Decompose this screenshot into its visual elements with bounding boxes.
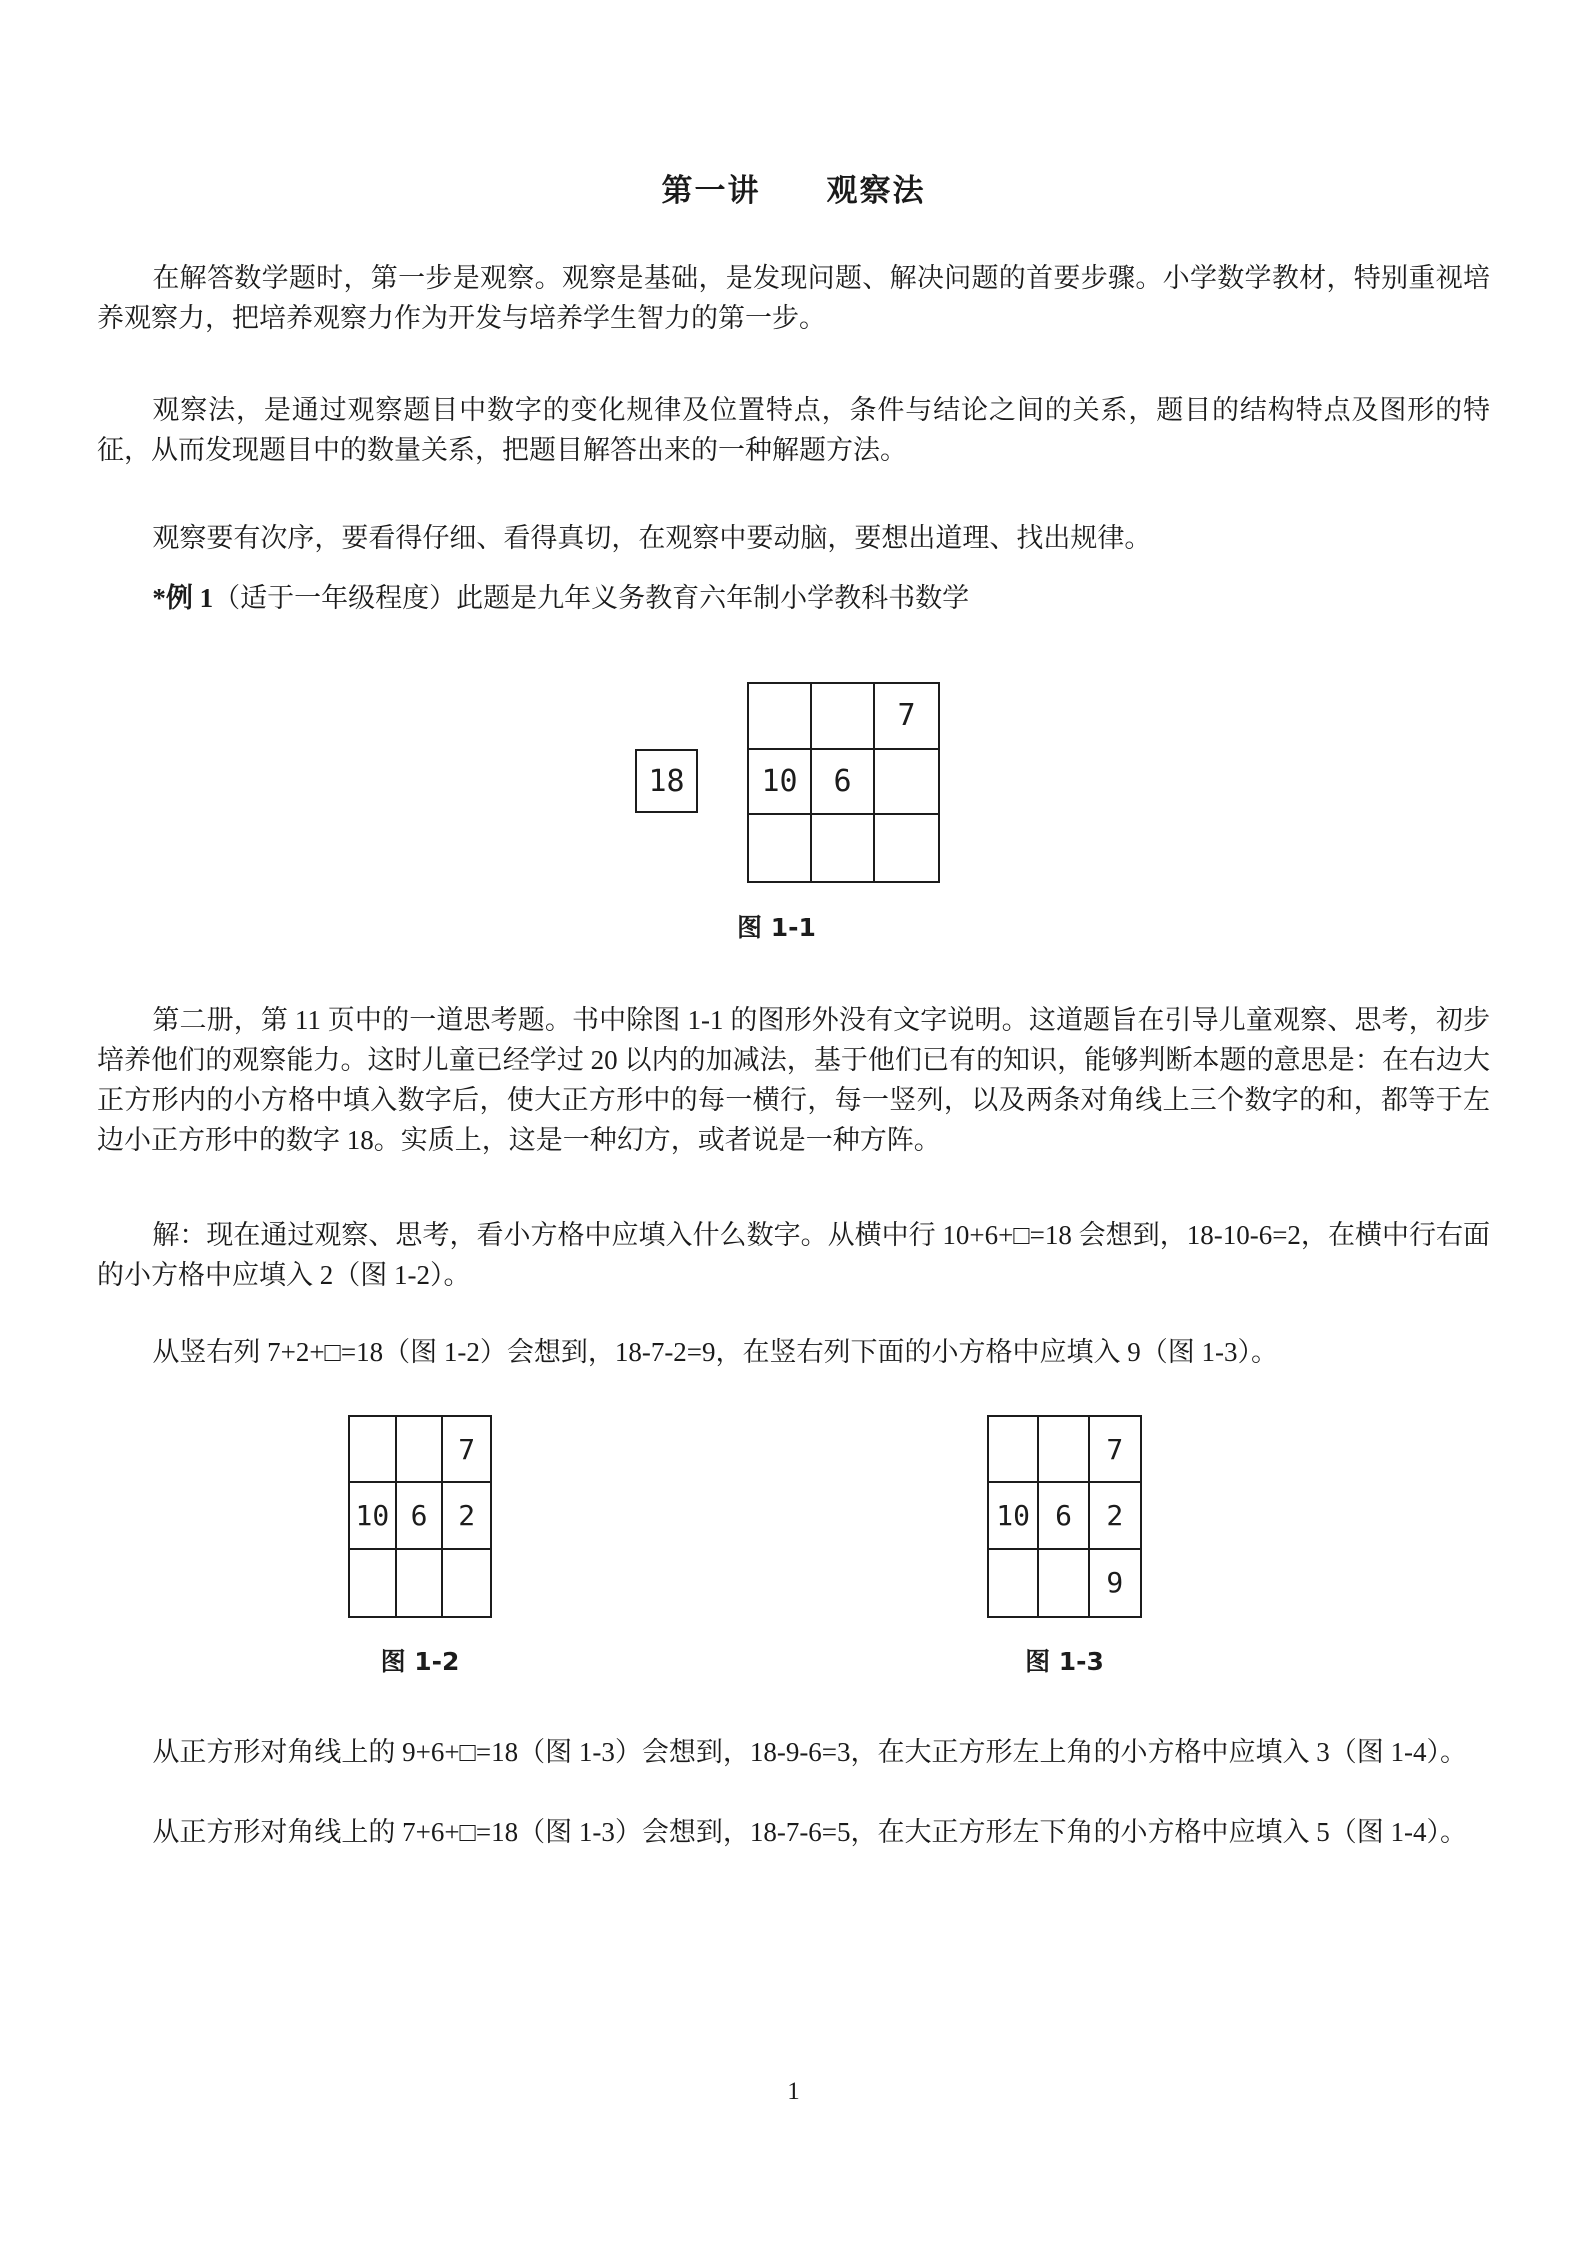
grid-cell <box>397 1417 444 1483</box>
grid-cell <box>1039 1550 1089 1616</box>
grid-cell: 6 <box>812 750 875 816</box>
example-1-text: （适于一年级程度）此题是九年义务教育六年制小学教科书数学 <box>213 583 970 613</box>
page-number: 1 <box>787 2078 800 2105</box>
paragraph-observation-intro: 在解答数学题时，第一步是观察。观察是基础，是发现问题、解决问题的首要步骤。小学数学教材，特别重视培养观察力，把培养观察力作为开发与培养学生智力的第一步。 <box>97 263 1490 333</box>
grid-cell <box>350 1550 397 1616</box>
grid-cell: 10 <box>989 1483 1039 1549</box>
magic-square-grid-1-3 <box>987 1415 1142 1618</box>
grid-cell: 7 <box>875 684 938 750</box>
example-1-label: *例 1 <box>152 583 214 613</box>
figures-row <box>97 1410 1490 1690</box>
grid-cell <box>749 815 812 881</box>
grid-cell <box>875 750 938 816</box>
magic-square-grid-1-1 <box>747 682 940 883</box>
grid-cell <box>1039 1417 1089 1483</box>
grid-cell <box>812 815 875 881</box>
grid-cell <box>989 1550 1039 1616</box>
sum-target-square: 18 <box>635 749 698 813</box>
grid-cell: 10 <box>350 1483 397 1549</box>
grid-cell: 6 <box>1039 1483 1089 1549</box>
grid-cell: 6 <box>397 1483 444 1549</box>
paragraph-observation-method: 观察法，是通过观察题目中数字的变化规律及位置特点，条件与结论之间的关系，题目的结构特点及图形的特征，从而发现题目中的数量关系，把题目解答出来的一种解题方法。 <box>97 395 1490 465</box>
grid-cell <box>443 1550 490 1616</box>
page-title: 第一讲 观察法 <box>661 173 926 208</box>
grid-cell <box>749 684 812 750</box>
grid-cell: 9 <box>1106 1566 1124 1600</box>
figure-1-2-caption: 图 1-2 <box>380 1647 460 1676</box>
grid-cell: 10 <box>749 750 812 816</box>
example-1-heading <box>97 578 1490 618</box>
figure-1-1-caption: 图 1-1 <box>737 913 816 942</box>
paragraph-solution-step-2: 从竖右列 7+2+□=18（图 1-2）会想到，18-7-2=9，在竖右列下面的小方格中应填入 9（图 1-3）。 <box>152 1337 1279 1367</box>
paragraph-solution-step-3: 从正方形对角线上的 9+6+□=18（图 1-3）会想到，18-9-6=3，在大正方形左上角的小方格中应填入 3（图 1-4）。 <box>152 1737 1468 1767</box>
magic-square-grid-1-2 <box>348 1415 492 1618</box>
grid-cell: 7 <box>1090 1417 1140 1483</box>
grid-cell: 2 <box>443 1483 490 1549</box>
grid-cell <box>350 1417 397 1483</box>
paragraph-problem-description: 第二册，第 11 页中的一道思考题。书中除图 1-1 的图形外没有文字说明。这道题旨在引导儿童观察、思考，初步培养他们的观察能力。这时儿童已经学过 20 以内的加减法，基于他们已有的知识，能够判断本题的意思是：在右边大正方形内的小方格中填入数字后，使大正方形中的每一横行，每一竖列，以及两条对角线上三个数字的和，都等于左边小正方形中的数字 18。实质上，这是一种幻方，或者说是一种方阵。 <box>97 1005 1490 1155</box>
grid-cell <box>812 684 875 750</box>
figure-1-1 <box>97 650 1490 960</box>
paragraph-solution-step-1: 解：现在通过观察、思考，看小方格中应填入什么数字。从横中行 10+6+□=18 会想到，18-10-6=2，在横中行右面的小方格中应填入 2（图 1-2）。 <box>97 1220 1490 1290</box>
grid-cell: 2 <box>1090 1483 1140 1549</box>
figure-1-3-caption: 图 1-3 <box>1025 1647 1104 1676</box>
paragraph-solution-step-4: 从正方形对角线上的 7+6+□=18（图 1-3）会想到，18-7-6=5，在大正方形左下角的小方格中应填入 5（图 1-4）。 <box>152 1817 1468 1847</box>
grid-cell <box>989 1417 1039 1483</box>
paragraph-observation-order: 观察要有次序，要看得仔细、看得真切，在观察中要动脑，要想出道理、找出规律。 <box>152 523 1152 553</box>
grid-cell <box>875 815 938 881</box>
grid-cell <box>397 1550 444 1616</box>
grid-cell: 7 <box>443 1417 490 1483</box>
